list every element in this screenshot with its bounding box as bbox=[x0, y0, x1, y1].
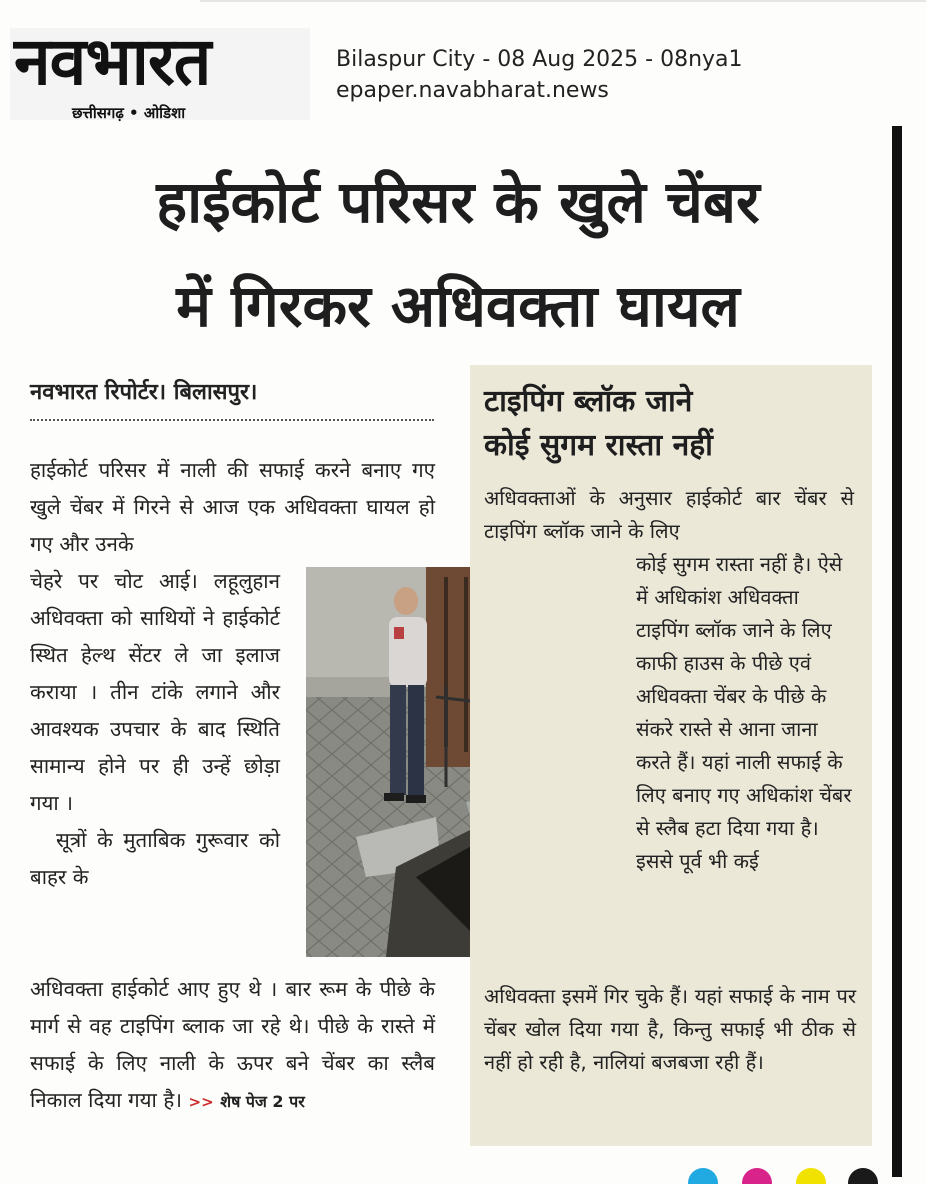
registration-dot-cyan bbox=[688, 1168, 718, 1184]
box-title-line-2: कोई सुगम रास्ता नहीं bbox=[484, 428, 713, 463]
dotted-divider bbox=[30, 419, 434, 421]
box-text-top-content: अधिवक्ताओं के अनुसार हाईकोर्ट बार चेंबर से टाइपिंग ब्लॉक जाने के लिए bbox=[484, 486, 854, 543]
edition-info bbox=[336, 44, 743, 106]
article-paragraph-2b bbox=[30, 971, 435, 1121]
masthead-regions: छत्तीसगढ़ • ओडिशा bbox=[72, 104, 186, 122]
box-text-top bbox=[484, 482, 854, 548]
box-title-line-1: टाइपिंग ब्लॉक जाने bbox=[484, 384, 693, 419]
byline: नवभारत रिपोर्टर। बिलासपुर। bbox=[30, 380, 258, 405]
registration-dot-magenta bbox=[742, 1168, 772, 1184]
vertical-rule bbox=[892, 126, 902, 1177]
top-rule bbox=[200, 0, 926, 2]
article-paragraph-1a: हाईकोर्ट परिसर में नाली की सफाई करने बनाए गए खुले चेंबर में गिरने से आज एक अधिवक्ता घायल हो गए और उनके bbox=[30, 458, 435, 556]
sidebar-box-title bbox=[484, 380, 864, 468]
epaper-url: epaper.navabharat.news bbox=[336, 78, 609, 103]
article-headline bbox=[28, 150, 888, 358]
newspaper-logo: नवभारत bbox=[14, 23, 211, 100]
article-paragraph-2a: सूत्रों के मुताबिक गुरूवार को बाहर के bbox=[30, 828, 280, 889]
box-text-narrow bbox=[636, 548, 856, 878]
continued-arrow-icon: >> bbox=[188, 1093, 214, 1111]
headline-line-1: हाईकोर्ट परिसर के खुले चेंबर bbox=[156, 168, 760, 236]
registration-dot-yellow bbox=[796, 1168, 826, 1184]
headline-line-2: में गिरकर अधिवक्ता घायल bbox=[176, 272, 740, 340]
box-text-bottom-content: अधिवक्ता इसमें गिर चुके हैं। यहां सफाई के नाम पर चेंबर खोल दिया गया है, किन्तु सफाई भी ठीक से नहीं हो रही है, नालियां बजबजा रही हैं। bbox=[484, 984, 856, 1074]
registration-dot-black bbox=[848, 1168, 878, 1184]
article-body-narrow bbox=[30, 563, 280, 896]
article-paragraph-1b: चेहरे पर चोट आई। लहूलुहान अधिवक्ता को साथियों ने हाईकोर्ट स्थित हेल्थ सेंटर ले जा इलाज कराया । तीन टांके लगाने और आवश्यक उपचार के बाद स्थिति सामान्य होने पर ही उन्हें छोड़ा गया । bbox=[30, 569, 280, 815]
continued-label: शेष पेज 2 पर bbox=[220, 1092, 305, 1111]
box-text-bottom bbox=[484, 980, 856, 1079]
edition-line: Bilaspur City - 08 Aug 2025 - 08nya1 bbox=[336, 47, 743, 72]
paragraph-2-text: अधिवक्ता हाईकोर्ट आए हुए थे । बार रूम के पीछे के मार्ग से वह टाइपिंग ब्लाक जा रहे थे। पीछे के रास्ते में सफाई के लिए नाली के ऊपर बने चेंबर का स्लैब निकाल दिया गया है। bbox=[30, 977, 435, 1112]
box-text-narrow-content: कोई सुगम रास्ता नहीं है। ऐसे में अधिकांश अधिवक्ता टाइपिंग ब्लॉक जाने के लिए काफी हाउस के पीछे एवं अधिवक्ता चेंबर के पीछे के संकरे रास्ते से आना जाना करते हैं। यहां नाली सफाई के लिए बनाए गए अधिकांश चेंबर से स्लैब हटा दिया गया है। इससे पूर्व भी कई bbox=[636, 552, 852, 873]
